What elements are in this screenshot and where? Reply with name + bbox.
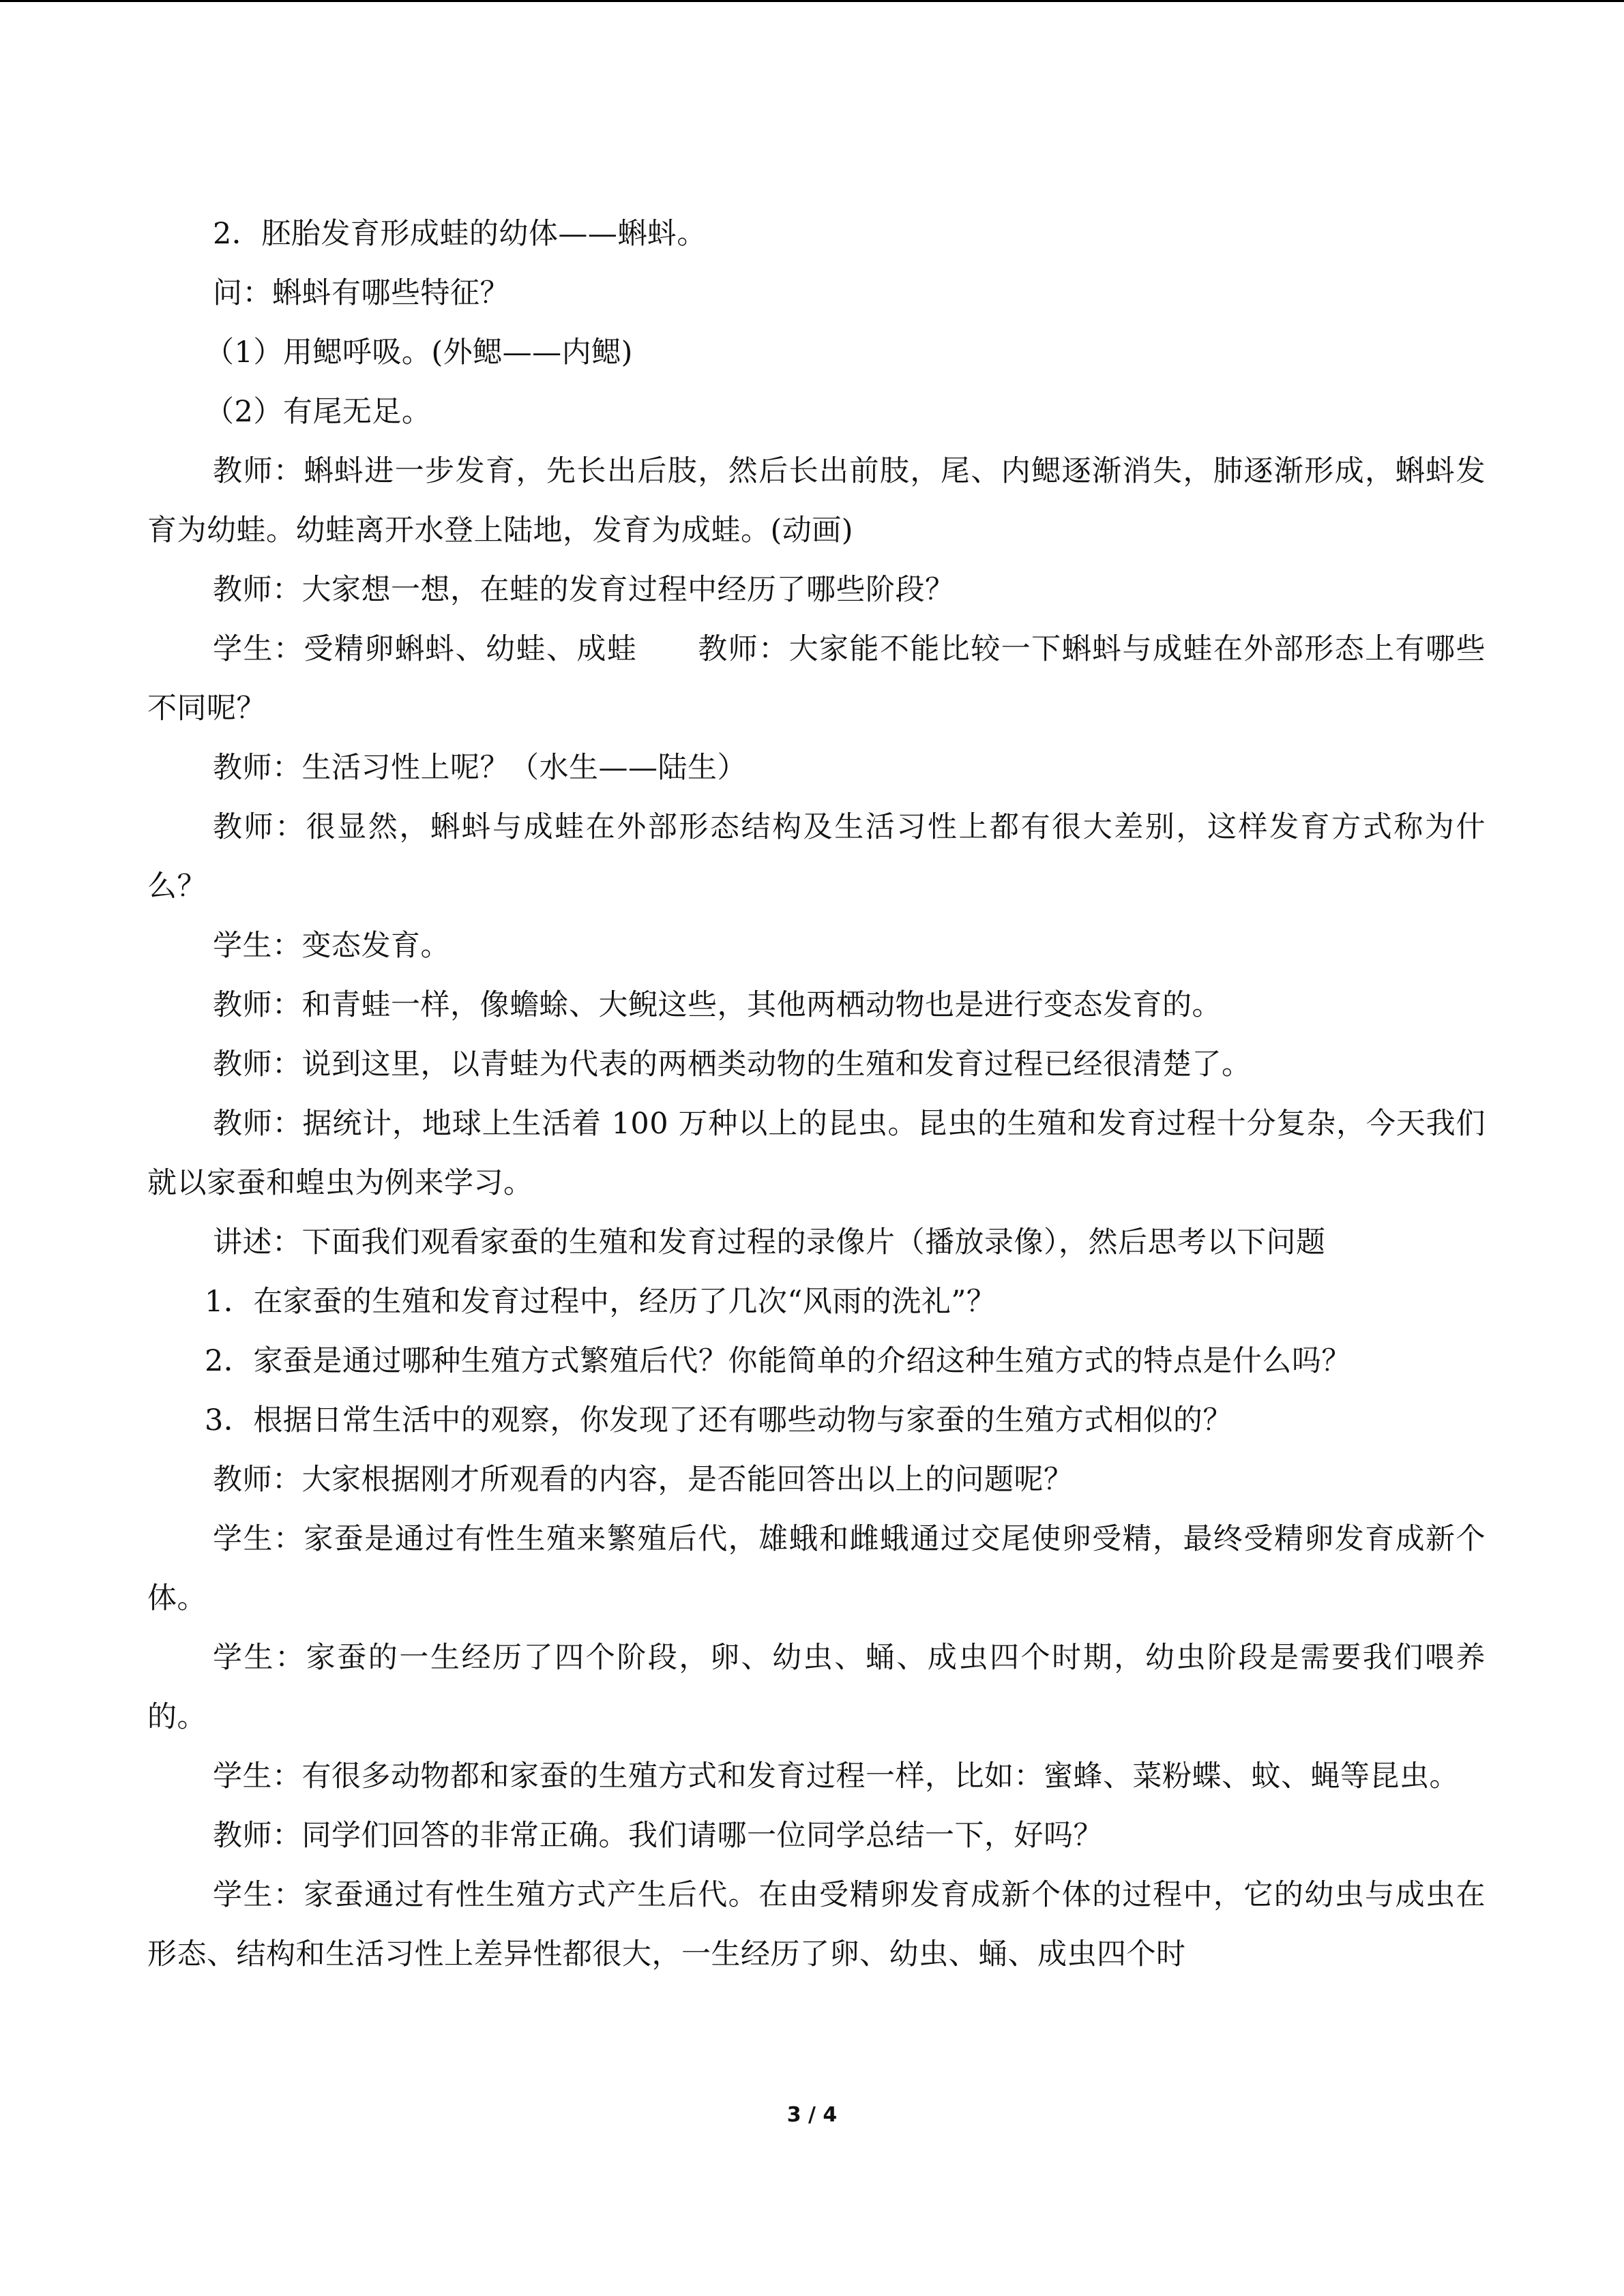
paragraph-student-sexual-reproduction: 学生：家蚕是通过有性生殖来繁殖后代，雄蛾和雌蛾通过交尾使卵受精，最终受精卵发育成新个体。 (147, 1522, 1486, 1615)
document-body (147, 205, 1486, 1984)
paragraph-student-stages-answer: 学生：受精卵蝌蚪、幼蛙、成蛙 教师：大家能不能比较一下蝌蚪与成蛙在外部形态上有哪些不同呢？ (147, 632, 1486, 726)
page-number: 3 / 4 (786, 2103, 838, 2127)
top-border-line (0, 0, 1624, 2)
paragraph-embryo-tadpole: 2．胚胎发育形成蛙的幼体——蝌蚪。 (213, 217, 707, 251)
paragraph-student-similar-insects: 学生：有很多动物都和家蚕的生殖方式和发育过程一样，比如：蜜蜂、菜粉蝶、蚊、蝇等昆虫。 (213, 1759, 1459, 1793)
paragraph-teacher-habits: 教师：生活习性上呢？（水生——陆生） (213, 751, 747, 785)
paragraph-narration-video: 讲述：下面我们观看家蚕的生殖和发育过程的录像片（播放录像），然后思考以下问题 (213, 1225, 1326, 1259)
paragraph-question-2: 2．家蚕是通过哪种生殖方式繁殖后代？你能简单的介绍这种生殖方式的特点是什么吗？ (205, 1344, 1351, 1378)
paragraph-student-summary: 学生：家蚕通过有性生殖方式产生后代。在由受精卵发育成新个体的过程中，它的幼虫与成虫在形态、结构和生活习性上差异性都很大，一生经历了卵、幼虫、蛹、成虫四个时 (147, 1878, 1486, 1971)
paragraph-feature-tail: （2）有尾无足。 (205, 395, 432, 429)
paragraph-question-3: 3．根据日常生活中的观察，你发现了还有哪些动物与家蚕的生殖方式相似的？ (205, 1403, 1232, 1437)
paragraph-student-metamorphosis: 学生：变态发育。 (213, 929, 450, 963)
paragraph-teacher-answer-prompt: 教师：大家根据刚才所观看的内容，是否能回答出以上的问题呢？ (213, 1463, 1074, 1497)
paragraph-question-1: 1．在家蚕的生殖和发育过程中，经历了几次“风雨的洗礼”？ (205, 1285, 996, 1319)
paragraph-student-four-stages: 学生：家蚕的一生经历了四个阶段，卵、幼虫、蛹、成虫四个时期，幼虫阶段是需要我们喂养的。 (147, 1641, 1486, 1734)
paragraph-teacher-summary-frog: 教师：说到这里，以青蛙为代表的两栖类动物的生殖和发育过程已经很清楚了。 (213, 1047, 1252, 1082)
paragraph-teacher-stages-question: 教师：大家想一想，在蛙的发育过程中经历了哪些阶段？ (213, 573, 955, 607)
paragraph-teacher-insects: 教师：据统计，地球上生活着 100 万种以上的昆虫。昆虫的生殖和发育过程十分复杂，今天我们就以家蚕和蝗虫为例来学习。 (147, 1107, 1486, 1200)
paragraph-question-tadpole-features: 问：蝌蚪有哪些特征？ (213, 276, 510, 310)
paragraph-teacher-praise: 教师：同学们回答的非常正确。我们请哪一位同学总结一下，好吗？ (213, 1819, 1103, 1853)
paragraph-teacher-differences: 教师：很显然，蝌蚪与成蛙在外部形态结构及生活习性上都有很大差别，这样发育方式称为什么？ (147, 810, 1486, 904)
paragraph-feature-gills: （1）用鳃呼吸。(外鳃——内鳃) (205, 336, 633, 370)
paragraph-teacher-amphibians: 教师：和青蛙一样，像蟾蜍、大鲵这些，其他两栖动物也是进行变态发育的。 (213, 988, 1222, 1022)
paragraph-tadpole-development: 教师：蝌蚪进一步发育，先长出后肢，然后长出前肢，尾、内鳃逐渐消失，肺逐渐形成，蝌蚪发育为幼蛙。幼蛙离开水登上陆地，发育为成蛙。(动画) (147, 454, 1486, 548)
